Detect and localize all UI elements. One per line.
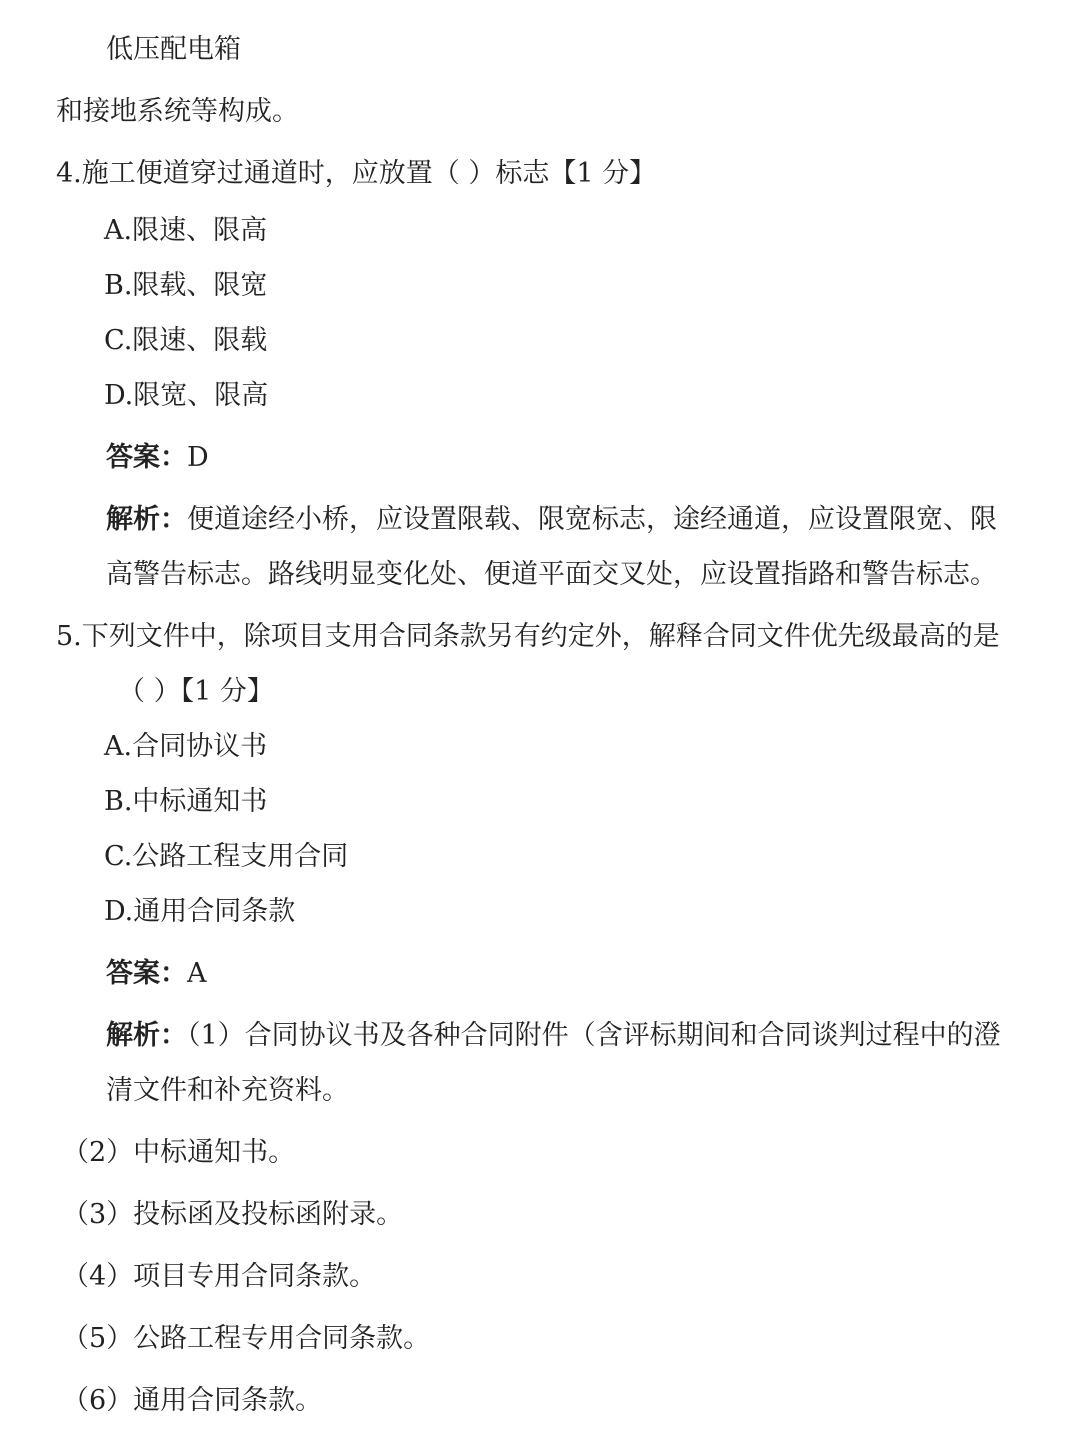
previous-text-line: 和接地系统等构成。 (56, 96, 299, 127)
analysis-list-item: （5）公路工程专用合同条款。 (62, 1323, 431, 1354)
analysis-text: （1）合同协议书及各种合同附件（含评标期间和合同谈判过程中的澄 (187, 1020, 1001, 1051)
analysis-list-item: （2）中标通知书。 (62, 1137, 296, 1168)
answer-value: A (187, 958, 207, 989)
question-4-option-c: C.限速、限载 (104, 325, 268, 356)
question-5-option-a: A.合同协议书 (104, 731, 268, 762)
question-5-option-b: B.中标通知书 (104, 786, 268, 817)
analysis-label: 解析： (106, 1020, 187, 1051)
answer-label: 答案： (106, 958, 187, 989)
question-5-analysis (106, 1019, 1001, 1053)
question-4-stem: 4.施工便道穿过通道时，应放置（ ）标志【1 分】 (56, 158, 657, 189)
analysis-list-item: （3）投标函及投标函附录。 (62, 1199, 404, 1230)
question-4-answer (106, 441, 209, 475)
question-5-stem: 5.下列文件中，除项目支用合同条款另有约定外，解释合同文件优先级最高的是 (56, 621, 1000, 652)
question-5-answer (106, 957, 207, 991)
question-4-option-b: B.限载、限宽 (104, 270, 268, 301)
question-5-option-c: C.公路工程支用合同 (104, 841, 349, 872)
question-5-option-d: D.通用合同条款 (104, 896, 296, 927)
analysis-text: 便道途经小桥，应设置限载、限宽标志，途经通道，应设置限宽、限 (187, 504, 997, 535)
question-4-analysis-continued: 高警告标志。路线明显变化处、便道平面交叉处，应设置指路和警告标志。 (106, 559, 997, 590)
question-4-option-d: D.限宽、限高 (104, 380, 269, 411)
analysis-list-item: （4）项目专用合同条款。 (62, 1261, 377, 1292)
question-5-stem-continued: （ ）【1 分】 (118, 676, 274, 707)
analysis-label: 解析： (106, 504, 187, 535)
answer-value: D (187, 442, 209, 473)
answer-label: 答案： (106, 442, 187, 473)
question-4-analysis (106, 503, 997, 537)
question-4-option-a: A.限速、限高 (104, 215, 268, 246)
analysis-list-item: （6）通用合同条款。 (62, 1385, 323, 1416)
previous-text-line: 低压配电箱 (106, 34, 241, 65)
question-5-analysis-continued: 清文件和补充资料。 (106, 1075, 349, 1106)
